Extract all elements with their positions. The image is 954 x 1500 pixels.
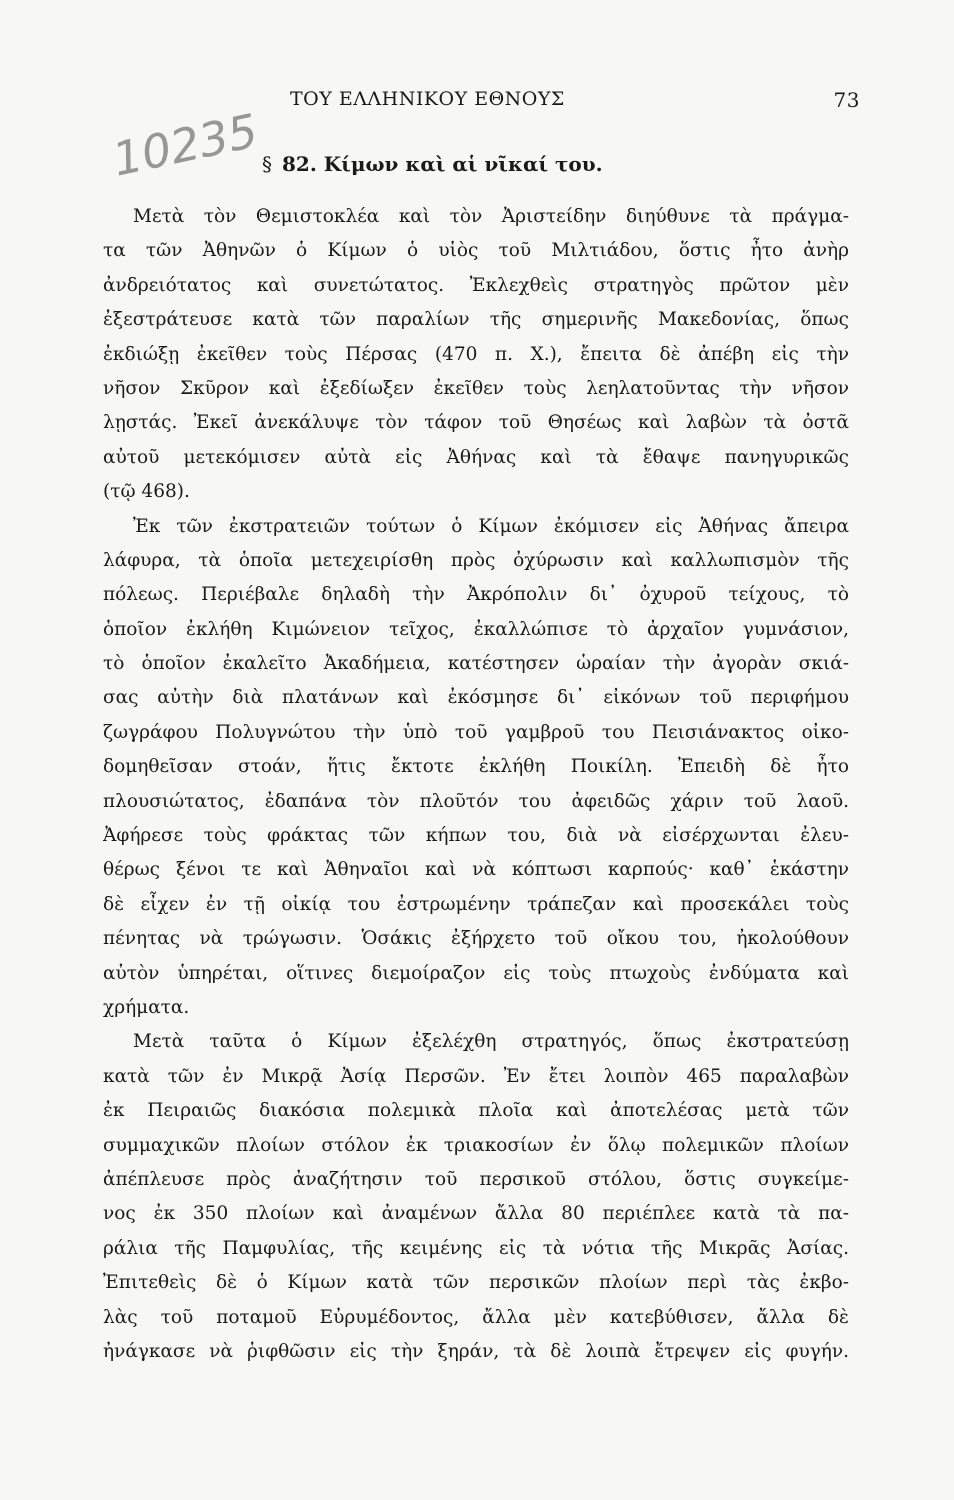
text-line: Μετὰ ταῦτα ὁ Κίμων ἐξελέχθη στρατηγός, ὅπως ἐκστρατεύσῃ	[133, 1031, 849, 1053]
text-line: λῃστάς. Ἐκεῖ ἀνεκάλυψε τὸν τάφον τοῦ Θησέως καὶ λαβὼν τὰ ὀστᾶ	[103, 412, 849, 434]
text-line: ἀπέπλευσε πρὸς ἀναζήτησιν τοῦ περσικοῦ στόλου, ὅστις συγκείμε-	[103, 1168, 849, 1190]
text-line: σας αὐτὴν διὰ πλατάνων καὶ ἐκόσμησε δι᾽ εἰκόνων τοῦ περιφήμου	[103, 687, 849, 709]
text-line: τὸ ὁποῖον ἐκαλεῖτο Ἀκαδήμεια, κατέστησεν ὡραίαν τὴν ἀγορὰν σκιά-	[103, 653, 849, 675]
text-line: ἐκδιώξῃ ἐκεῖθεν τοὺς Πέρσας (470 π. Χ.), ἔπειτα δὲ ἀπέβη εἰς τὴν	[103, 343, 849, 365]
text-line: ἀνδρειότατος καὶ συνετώτατος. Ἐκλεχθεὶς στρατηγὸς πρῶτον μὲν	[103, 274, 849, 296]
text-line: ράλια τῆς Παμφυλίας, τῆς κειμένης εἰς τὰ νότια τῆς Μικρᾶς Ἀσίας.	[103, 1237, 849, 1259]
text-line: Ἐκ τῶν ἐκστρατειῶν τούτων ὁ Κίμων ἐκόμισεν εἰς Ἀθήνας ἄπειρα	[133, 515, 849, 537]
text-line: χρήματα.	[103, 996, 190, 1018]
text-line: αὐτοῦ μετεκόμισεν αὐτὰ εἰς Ἀθήνας καὶ τὰ ἔθαψε πανηγυρικῶς	[103, 446, 849, 468]
text-line: νῆσον Σκῦρον καὶ ἐξεδίωξεν ἐκεῖθεν τοὺς λεηλατοῦντας τὴν νῆσον	[103, 377, 849, 399]
text-line: αὐτὸν ὑπηρέται, οἵτινες διεμοίραζον εἰς τοὺς πτωχοὺς ἐνδύματα καὶ	[103, 962, 849, 984]
text-line: ἐξεστράτευσε κατὰ τῶν παραλίων τῆς σημερινῆς Μακεδονίας, ὅπως	[103, 309, 849, 331]
text-line: πόλεως. Περιέβαλε δηλαδὴ τὴν Ἀκρόπολιν δι᾽ ὀχυροῦ τείχους, τὸ	[103, 584, 849, 606]
text-line: ζωγράφου Πολυγνώτου τὴν ὑπὸ τοῦ γαμβροῦ του Πεισιάνακτος οἰκο-	[103, 721, 849, 743]
body-text	[103, 200, 849, 1369]
section-title: 82. Κίμων καὶ αἱ νῖκαί του.	[282, 152, 603, 176]
text-line: πλουσιώτατος, ἐδαπάνα τὸν πλοῦτόν του ἀφειδῶς χάριν τοῦ λαοῦ.	[103, 790, 849, 812]
text-line: Ἐπιτεθεὶς δὲ ὁ Κίμων κατὰ τῶν περσικῶν πλοίων περὶ τὰς ἐκβο-	[103, 1272, 849, 1294]
text-line: λὰς τοῦ ποταμοῦ Εὐρυμέδοντος, ἄλλα μὲν κατεβύθισεν, ἄλλα δὲ	[103, 1306, 849, 1328]
text-line: Μετὰ τὸν Θεμιστοκλέα καὶ τὸν Ἀριστείδην διηύθυνε τὰ πράγμα-	[133, 206, 849, 227]
text-line: ἠνάγκασε νὰ ῥιφθῶσιν εἰς τὴν ξηράν, τὰ δὲ λοιπὰ ἔτρεψεν εἰς φυγήν.	[103, 1340, 849, 1362]
text-line: (τῷ 468).	[103, 481, 190, 503]
text-line: δομηθεῖσαν στοάν, ἥτις ἔκτοτε ἐκλήθη Ποικίλη. Ἐπειδὴ δὲ ἦτο	[103, 756, 849, 778]
handwritten-annotation: 10235	[107, 103, 263, 187]
text-line: συμμαχικῶν πλοίων στόλον ἐκ τριακοσίων ἐν ὅλῳ πολεμικῶν πλοίων	[103, 1134, 849, 1156]
text-line: Ἀφήρεσε τοὺς φράκτας τῶν κήπων του, διὰ νὰ εἰσέρχωνται ἐλευ-	[103, 825, 849, 847]
header-title: ΤΟΥ ΕΛΛΗΝΙΚΟΥ ΕΘΝΟΥΣ	[290, 88, 565, 110]
text-line: τα τῶν Ἀθηνῶν ὁ Κίμων ὁ υἱὸς τοῦ Μιλτιάδου, ὅστις ἦτο ἀνὴρ	[103, 240, 849, 262]
text-line: ὁποῖον ἐκλήθη Κιμώνειον τεῖχος, ἐκαλλώπισε τὸ ἀρχαῖον γυμνάσιον,	[103, 618, 849, 640]
paragraph-sign: §	[262, 152, 272, 176]
text-line: θέρως ξένοι τε καὶ Ἀθηναῖοι καὶ νὰ κόπτωσι καρπούς· καθ᾽ ἑκάστην	[103, 859, 849, 881]
section-heading	[262, 152, 603, 176]
text-line: δὲ εἶχεν ἐν τῇ οἰκίᾳ του ἐστρωμένην τράπεζαν καὶ προσεκάλει τοὺς	[103, 893, 849, 915]
text-line: νος ἐκ 350 πλοίων καὶ ἀναμένων ἄλλα 80 περιέπλεε κατὰ τὰ πα-	[103, 1203, 849, 1225]
text-line: κατὰ τῶν ἐν Μικρᾷ Ἀσίᾳ Περσῶν. Ἐν ἔτει λοιπὸν 465 παραλαβὼν	[103, 1065, 849, 1087]
text-line: ἐκ Πειραιῶς διακόσια πολεμικὰ πλοῖα καὶ ἀποτελέσας μετὰ τῶν	[103, 1100, 849, 1122]
page-number: 73	[833, 88, 860, 112]
text-line: λάφυρα, τὰ ὁποῖα μετεχειρίσθη πρὸς ὀχύρωσιν καὶ καλλωπισμὸν τῆς	[103, 549, 849, 571]
text-line: πένητας νὰ τρώγωσιν. Ὁσάκις ἐξήρχετο τοῦ οἴκου του, ἠκολούθουν	[103, 928, 849, 950]
